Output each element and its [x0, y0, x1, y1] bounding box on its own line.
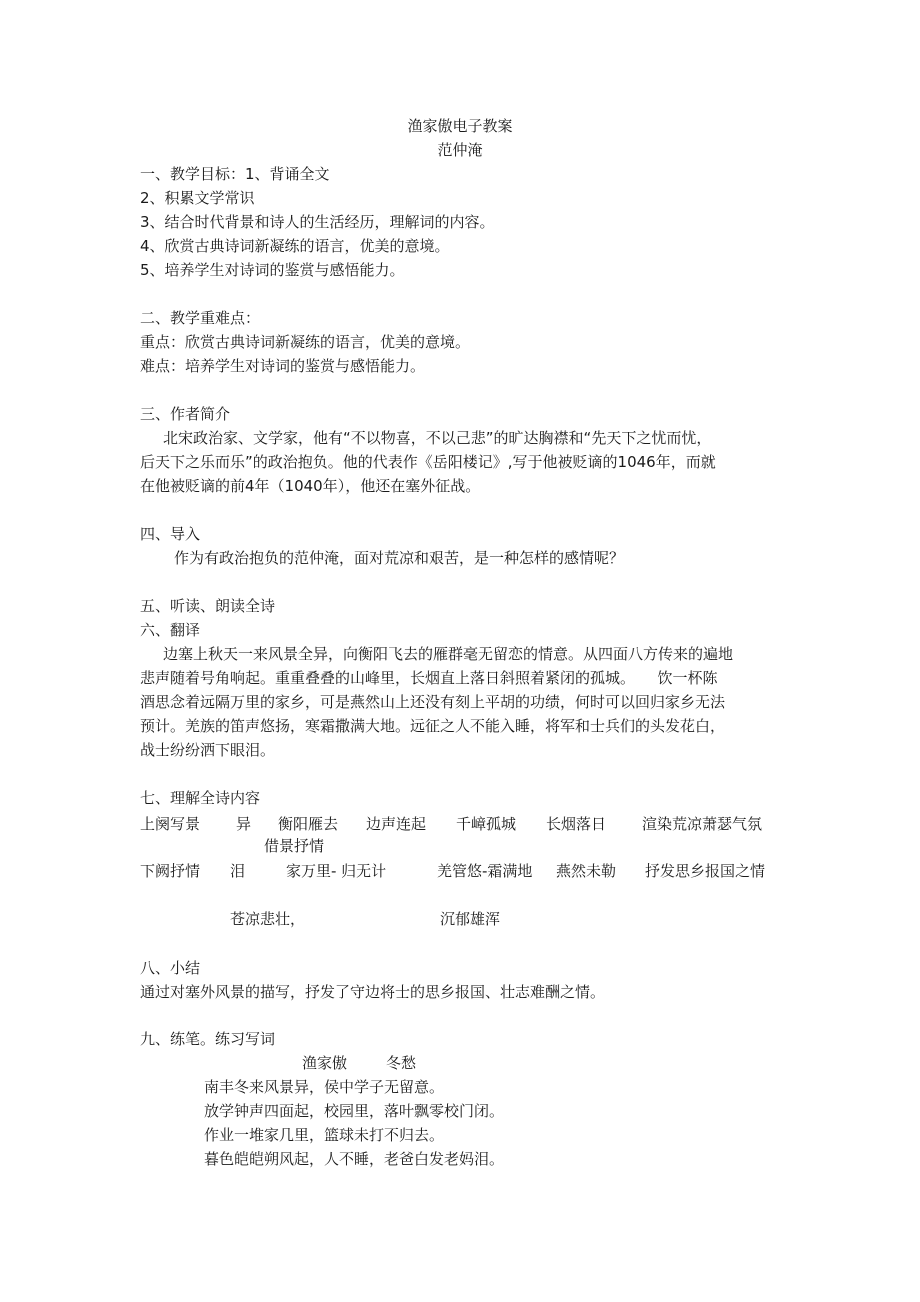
intro-text: 作为有政治抱负的范仲淹，面对荒凉和艰苦，是一种怎样的感情呢？: [174, 549, 625, 567]
section8-heading: 八、小结: [140, 959, 201, 977]
section6-heading: 六、翻译: [140, 621, 201, 639]
summary-text: 通过对塞外风景的描写，抒发了守边将士的思乡报国、壮志难酬之情。: [140, 983, 606, 1001]
translation-line: 悲声随着号角响起。重重叠叠的山峰里，长烟直上落日斜照着紧闭的孤城。 饮一杯陈: [140, 669, 718, 687]
poem-line: 南丰冬来风景异，侯中学子无留意。: [204, 1078, 445, 1096]
poem-subtitle: 冬愁: [386, 1054, 417, 1072]
upper-stanza-cell: 千嶂孤城: [456, 815, 517, 833]
section5-heading: 五、听读、朗读全诗: [140, 597, 276, 615]
section9-heading: 九、练笔。练习写词: [140, 1030, 276, 1048]
section1-item: 5、培养学生对诗词的鉴赏与感悟能力。: [140, 261, 405, 279]
translation-line: 战士纷纷洒下眼泪。: [140, 741, 276, 759]
poem-title: 渔家傲: [302, 1054, 348, 1072]
section3-heading: 三、作者简介: [140, 405, 231, 423]
section1-heading: 一、教学目标：1、背诵全文: [140, 165, 330, 183]
lower-stanza-label: 下阙抒情: [140, 862, 201, 880]
lower-stanza-cell: 抒发思乡报国之情: [645, 862, 766, 880]
translation-line: 边塞上秋天一来风景全异，向衡阳飞去的雁群毫无留恋的情意。从四面八方传来的遍地: [163, 645, 734, 663]
upper-stanza-cell: 衡阳雁去: [278, 815, 339, 833]
mood-right: 沉郁雄浑: [440, 910, 501, 928]
lower-stanza-cell: 羌管悠-霜满地: [437, 862, 533, 880]
author-name: 范仲淹: [437, 141, 483, 159]
section1-item: 4、欣赏古典诗词新凝练的语言，优美的意境。: [140, 237, 450, 255]
poem-line: 作业一堆家几里，篮球未打不归去。: [204, 1126, 445, 1144]
translation-line: 酒思念着远隔万里的家乡，可是燕然山上还没有刻上平胡的功绩，何时可以回归家乡无法: [140, 693, 726, 711]
section1-item: 3、结合时代背景和诗人的生活经历，理解词的内容。: [140, 213, 495, 231]
author-bio-line: 在他被贬谪的前4年（1040年），他还在塞外征战。: [140, 477, 481, 495]
upper-stanza-cell: 异: [236, 815, 252, 833]
author-bio-line: 北宋政治家、文学家，他有“不以物喜，不以己悲”的旷达胸襟和“先天下之忧而忧，: [163, 429, 712, 447]
section4-heading: 四、导入: [140, 525, 201, 543]
poem-line: 暮色皑皑朔风起，人不睡，老爸白发老妈泪。: [204, 1150, 505, 1168]
lower-stanza-cell: 家万里- 归无计: [286, 862, 387, 880]
upper-stanza-cell: 长烟落日: [546, 815, 607, 833]
mood-left: 苍凉悲壮，: [230, 910, 306, 928]
lower-stanza-cell: 泪: [230, 862, 246, 880]
page-title: 渔家傲电子教案: [407, 117, 513, 135]
section2-heading: 二、教学重难点：: [140, 309, 261, 327]
key-point: 重点：欣赏古典诗词新凝练的语言，优美的意境。: [140, 333, 471, 351]
section1-item: 2、积累文学常识: [140, 189, 255, 207]
author-bio-line: 后天下之乐而乐”的政治抱负。他的代表作《岳阳楼记》,写于他被贬谪的1046年，而就: [140, 453, 716, 471]
section7-heading: 七、理解全诗内容: [140, 789, 261, 807]
difficult-point: 难点：培养学生对诗词的鉴赏与感悟能力。: [140, 357, 426, 375]
upper-stanza-cell: 渲染荒凉萧瑟气氛: [642, 815, 763, 833]
upper-stanza-label: 上阕写景: [140, 815, 201, 833]
poem-line: 放学钟声四面起，校园里，落叶飘零校门闭。: [204, 1102, 505, 1120]
upper-stanza-cell: 边声连起: [366, 815, 427, 833]
lower-stanza-cell: 燕然未勒: [556, 862, 617, 880]
upper-stanza-subnote: 借景抒情: [264, 837, 325, 855]
translation-line: 预计。羌族的笛声悠扬，寒霜撒满大地。远征之人不能入睡，将军和士兵们的头发花白，: [140, 717, 726, 735]
